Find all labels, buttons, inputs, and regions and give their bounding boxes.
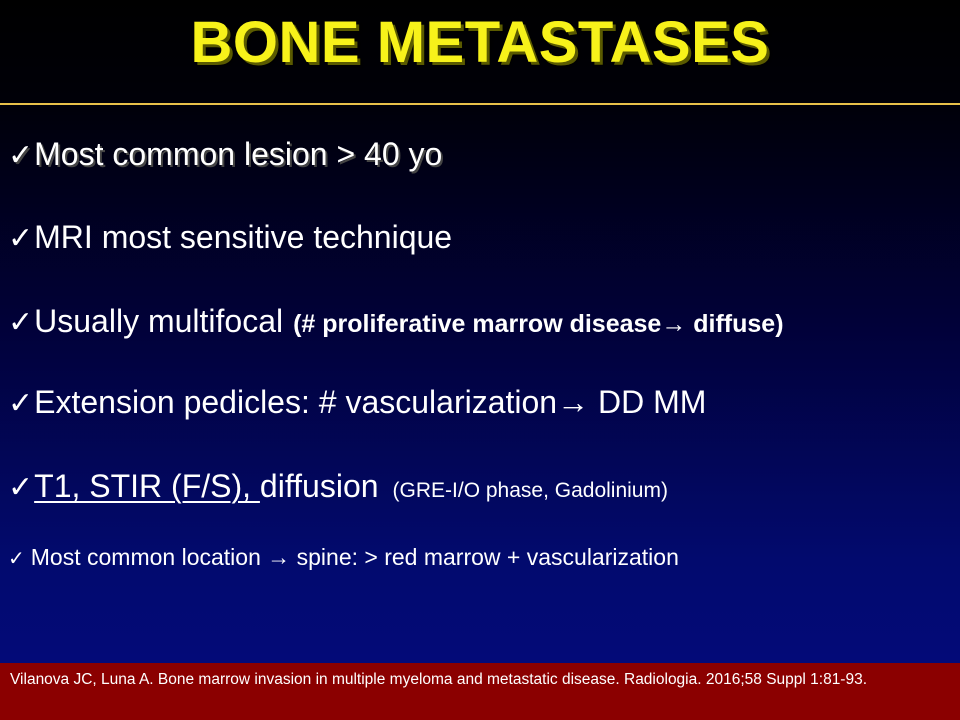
bullet-1 [8, 138, 442, 171]
bullet-6-text: Most common location → spine: > red marrow + vascularization [30, 544, 679, 570]
bullet-2 [8, 221, 452, 254]
checkmark-icon: ✓ [8, 306, 34, 339]
checkmark-icon: ✓ [8, 139, 34, 172]
checkmark-icon: ✓ [8, 387, 34, 420]
bullet-4 [8, 386, 706, 419]
bullet-4-text: Extension pedicles: # vascularization→ DD MM [34, 384, 707, 420]
bullet-5-underlined-text: T1, STIR (F/S), [34, 468, 260, 504]
slide-title: BONE METASTASES [190, 10, 770, 75]
checkmark-icon: ✓ [8, 471, 34, 504]
bullet-3 [8, 305, 784, 338]
bullet-1-text: Most common lesion > 40 yo [34, 136, 443, 172]
reference-text: Vilanova JC, Luna A. Bone marrow invasion in multiple myeloma and metastatic disease. Radiologia. 2016;58 Suppl 1:81-93. [10, 671, 868, 688]
bullet-3-text: Usually multifocal [34, 303, 284, 339]
reference-footer [0, 663, 960, 720]
bullet-5-note: (GRE-I/O phase, Gadolinium) [392, 479, 668, 502]
bullet-5-text: diffusion [259, 468, 379, 504]
checkmark-icon: ✓ [8, 222, 34, 255]
title-divider [0, 103, 960, 105]
checkmark-icon: ✓ [8, 548, 25, 570]
bullet-5 [8, 470, 668, 503]
bullet-2-text: MRI most sensitive technique [34, 219, 453, 255]
bullet-3-note: (# proliferative marrow disease→ diffuse) [293, 310, 784, 338]
bullet-6 [8, 546, 679, 569]
